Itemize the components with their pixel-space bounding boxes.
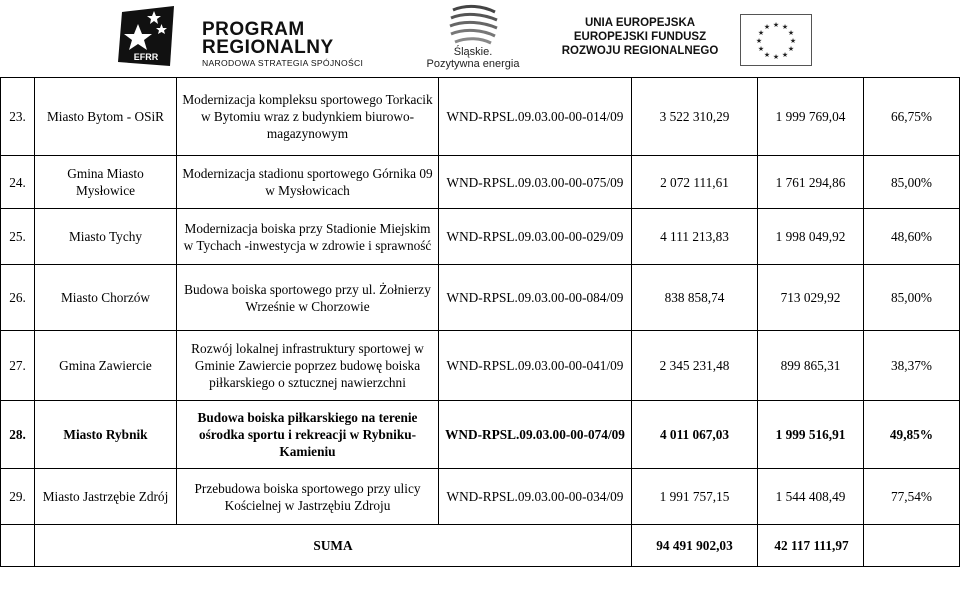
slaskie-logo [418,2,528,72]
cofinancing-percent-cell: 66,75% [864,78,960,156]
svg-text:★: ★ [755,37,763,45]
application-code-cell: WND-RPSL.09.03.00-00-074/09 [439,401,632,469]
grant-amount-cell: 1 544 408,49 [758,469,864,525]
project-title-cell: Budowa boiska sportowego przy ul. Żołnierzy Wrześnie w Chorzowie [177,265,439,331]
table-row [1,469,960,525]
grant-amount-cell: 1 999 769,04 [758,78,864,156]
row-number: 24. [1,156,35,209]
beneficiary-cell: Miasto Chorzów [35,265,177,331]
beneficiary-cell: Gmina Zawiercie [35,331,177,401]
program-logo-line1: PROGRAM [202,19,305,40]
application-code-cell: WND-RPSL.09.03.00-00-084/09 [439,265,632,331]
project-title-cell: Budowa boiska piłkarskiego na terenie ośrodka sportu i rekreacji w Rybniku-Kamieniu [177,401,439,469]
summary-grant: 42 117 111,97 [758,525,864,567]
program-logo-line3: NARODOWA STRATEGIA SPÓJNOŚCI [202,58,364,68]
beneficiary-cell: Gmina Miasto Mysłowice [35,156,177,209]
table-row [1,78,960,156]
row-number: 26. [1,265,35,331]
total-cost-cell: 3 522 310,29 [632,78,758,156]
svg-text:EFRR: EFRR [133,52,159,62]
table-row [1,331,960,401]
cofinancing-percent-cell: 48,60% [864,209,960,265]
total-cost-cell: 1 991 757,15 [632,469,758,525]
svg-text:★: ★ [763,51,771,59]
total-cost-cell: 2 072 111,61 [632,156,758,209]
application-code-cell: WND-RPSL.09.03.00-00-034/09 [439,469,632,525]
row-number: 27. [1,331,35,401]
total-cost-cell: 4 011 067,03 [632,401,758,469]
svg-text:★: ★ [789,37,797,45]
svg-text:★: ★ [763,23,771,31]
project-title-cell: Modernizacja boiska przy Stadionie Miejskim w Tychach -inwestycja w zdrowie i sprawność [177,209,439,265]
cofinancing-percent-cell: 77,54% [864,469,960,525]
logo-header [0,0,960,76]
table-row [1,156,960,209]
program-regionalny-emblem [112,4,178,70]
svg-text:★: ★ [787,29,795,37]
table-row [1,209,960,265]
eu-logo-line1: UNIA EUROPEJSKA [584,17,696,29]
grant-amount-cell: 1 761 294,86 [758,156,864,209]
summary-row [1,525,960,567]
svg-text:★: ★ [757,45,765,53]
program-regionalny-logo [112,4,394,70]
cofinancing-percent-cell: 38,37% [864,331,960,401]
summary-blank-cell [864,525,960,567]
grant-amount-cell: 899 865,31 [758,331,864,401]
svg-text:★: ★ [781,51,789,59]
svg-text:★: ★ [772,53,780,61]
application-code-cell: WND-RPSL.09.03.00-00-014/09 [439,78,632,156]
project-title-cell: Modernizacja stadionu sportowego Górnika 09 w Mysłowicach [177,156,439,209]
project-title-cell: Przebudowa boiska sportowego przy ulicy Kościelnej w Jastrzębiu Zdroju [177,469,439,525]
grant-amount-cell: 1 998 049,92 [758,209,864,265]
application-code-cell: WND-RPSL.09.03.00-00-029/09 [439,209,632,265]
summary-blank-cell [1,525,35,567]
row-number: 25. [1,209,35,265]
eu-logo-line2: EUROPEJSKI FUNDUSZ [573,31,707,43]
total-cost-cell: 2 345 231,48 [632,331,758,401]
slaskie-slogan: Pozytywna energia [426,58,520,70]
svg-text:★: ★ [772,21,780,29]
cofinancing-percent-cell: 85,00% [864,156,960,209]
total-cost-cell: 4 111 213,83 [632,209,758,265]
eu-flag-icon [740,14,812,66]
row-number: 29. [1,469,35,525]
summary-label: SUMA [35,525,632,567]
beneficiary-cell: Miasto Tychy [35,209,177,265]
svg-text:★: ★ [781,23,789,31]
eu-fund-logo [550,14,840,64]
cofinancing-percent-cell: 49,85% [864,401,960,469]
grant-amount-cell: 713 029,92 [758,265,864,331]
grant-table [0,77,960,567]
project-title-cell: Modernizacja kompleksu sportowego Torkacik w Bytomiu wraz z budynkiem biurowo-magazynowym [177,78,439,156]
beneficiary-cell: Miasto Rybnik [35,401,177,469]
svg-text:★: ★ [787,45,795,53]
cofinancing-percent-cell: 85,00% [864,265,960,331]
table-row [1,265,960,331]
total-cost-cell: 838 858,74 [632,265,758,331]
program-logo-line2: REGIONALNY [202,37,334,58]
slaskie-emblem [443,2,503,46]
summary-total: 94 491 902,03 [632,525,758,567]
application-code-cell: WND-RPSL.09.03.00-00-075/09 [439,156,632,209]
grant-amount-cell: 1 999 516,91 [758,401,864,469]
row-number: 23. [1,78,35,156]
beneficiary-cell: Miasto Jastrzębie Zdrój [35,469,177,525]
beneficiary-cell: Miasto Bytom - OSiR [35,78,177,156]
project-title-cell: Rozwój lokalnej infrastruktury sportowej w Gminie Zawiercie poprzez budowę boiska piłkarskiego o sztucznej nawierzchni [177,331,439,401]
svg-text:★: ★ [757,29,765,37]
row-number: 28. [1,401,35,469]
application-code-cell: WND-RPSL.09.03.00-00-041/09 [439,331,632,401]
eu-logo-line3: ROZWOJU REGIONALNEGO [561,45,719,57]
slaskie-name: Śląskie. [453,46,493,58]
table-row [1,401,960,469]
